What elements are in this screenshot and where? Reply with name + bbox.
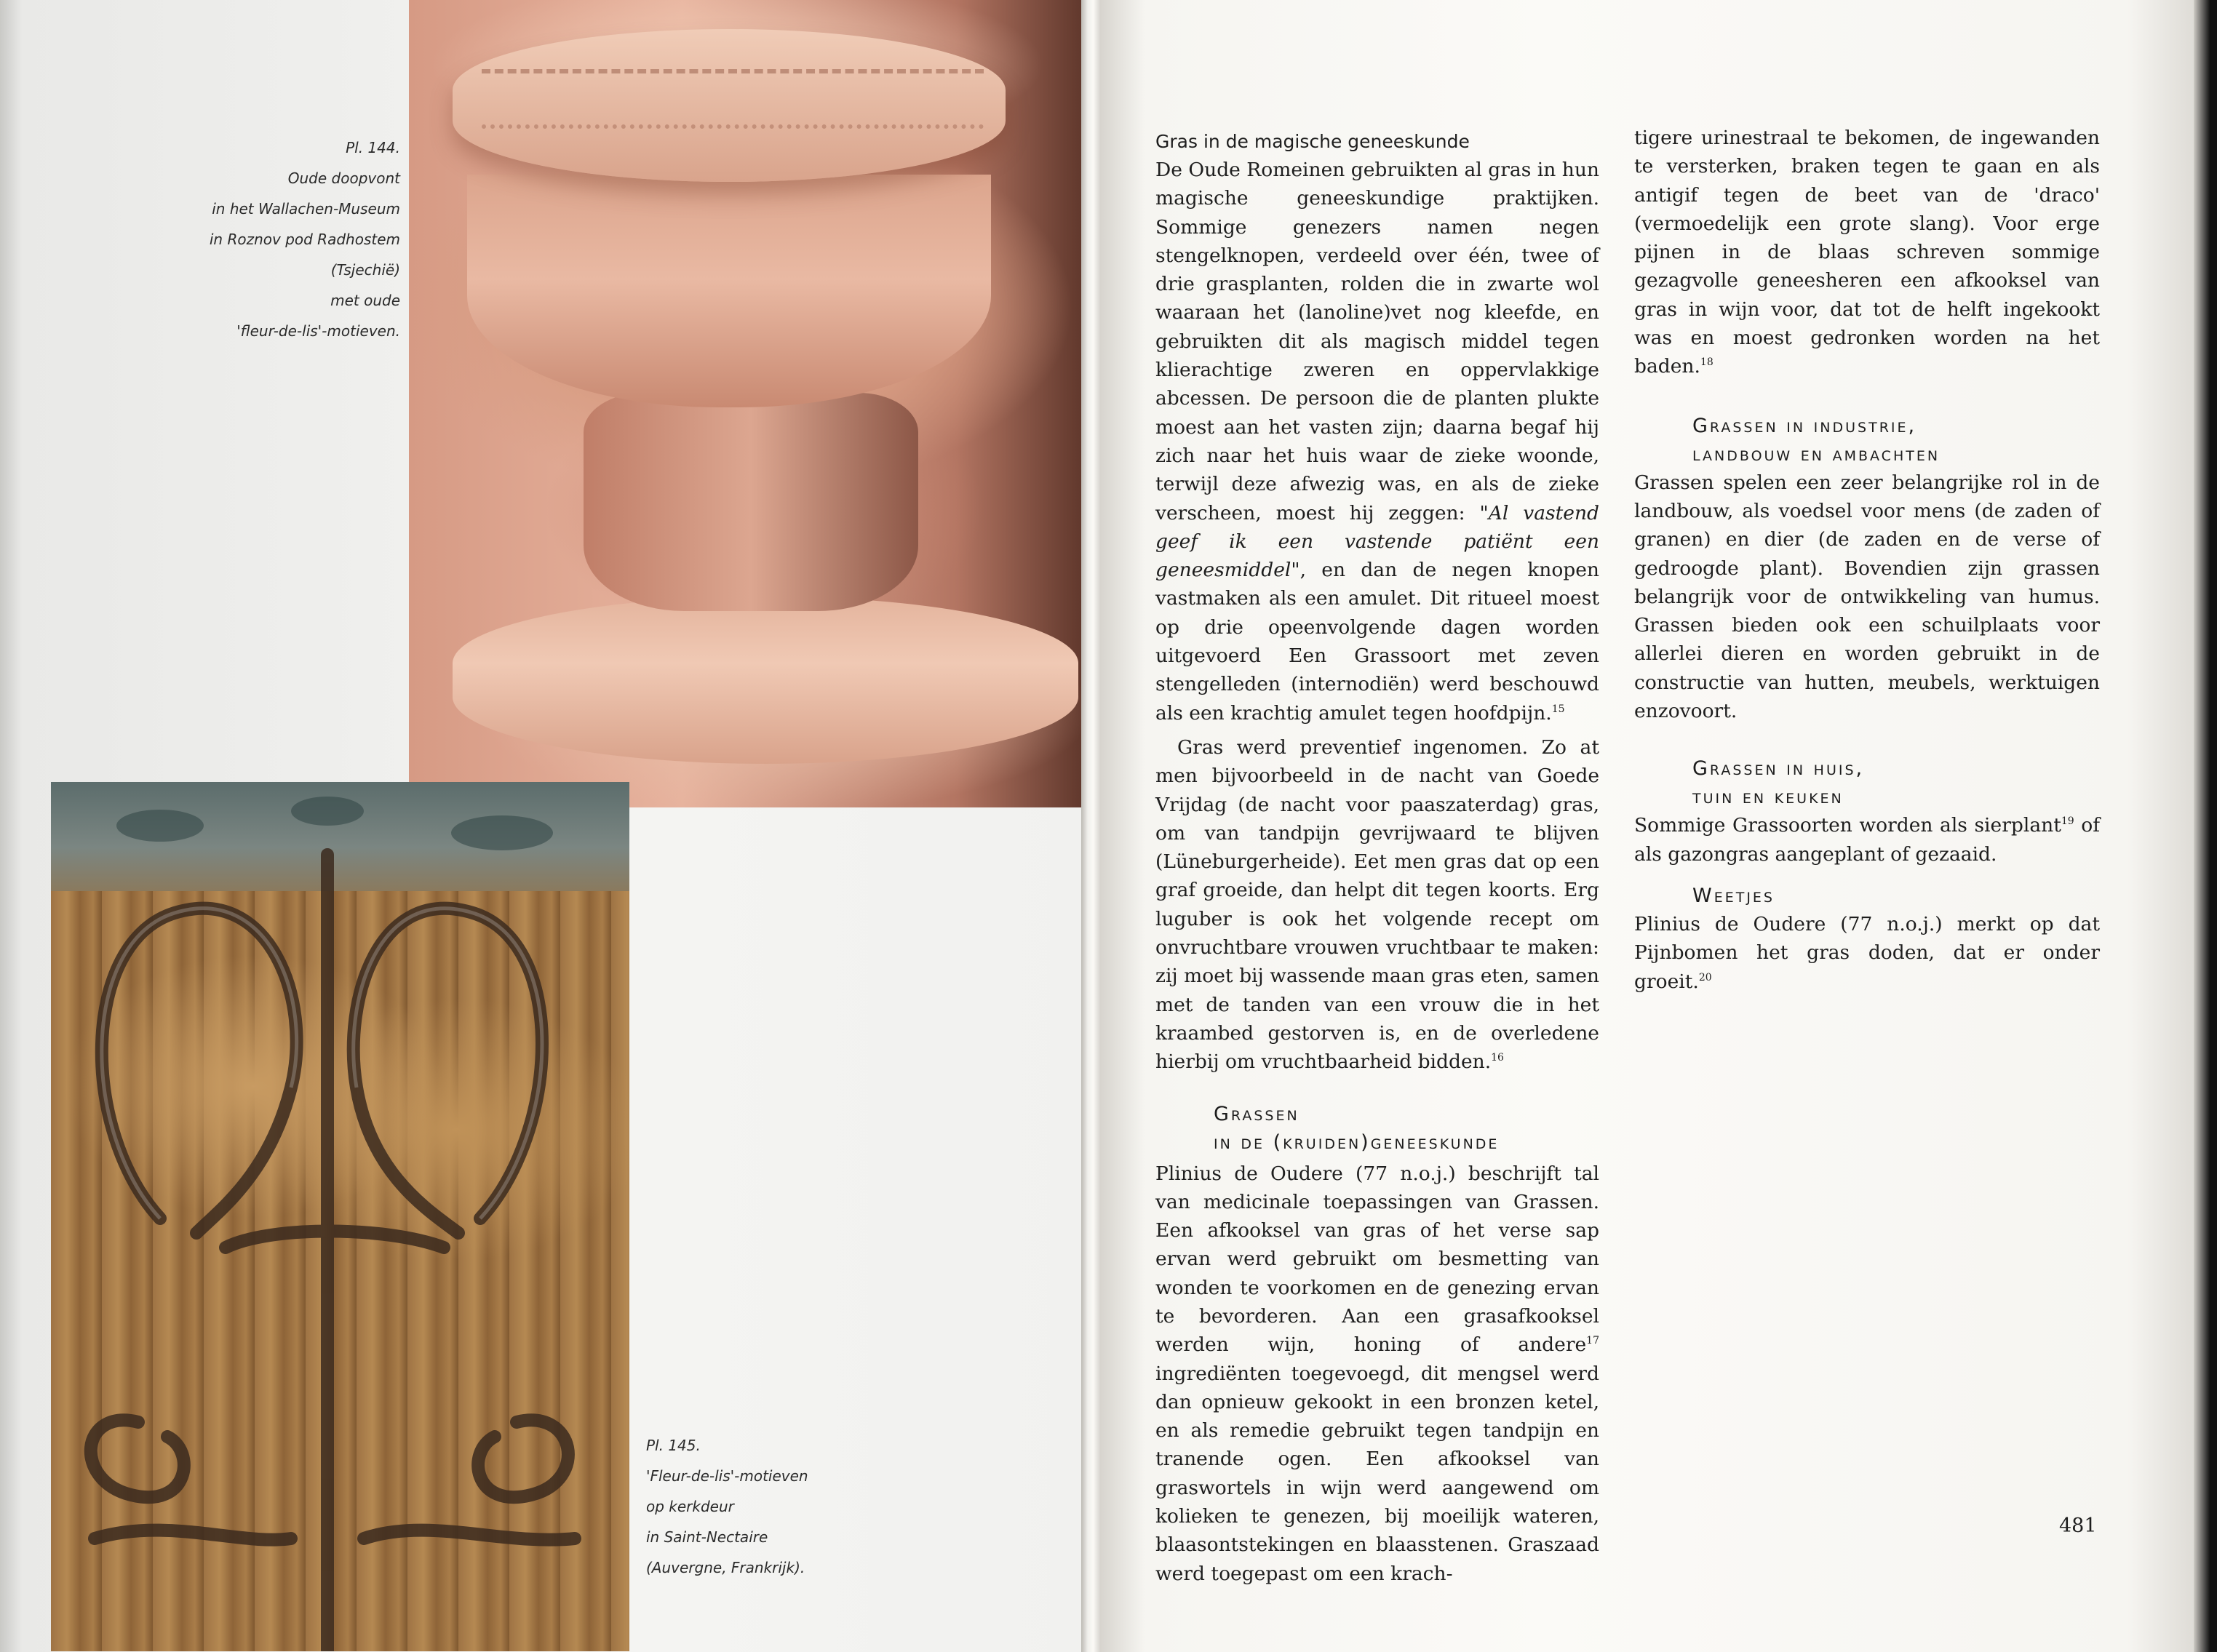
paragraph-herbal-medicine-part-a: Plinius de Oudere (77 n.o.j.) beschrijft tal van medicinale toepassingen van Grassen. Een afkooksel van gras of het verse sap ervan werd gebruikt om besmetting van wonden te voorkomen en de genezing ervan te bevorderen. Aan een grasafkooksel werden wijn, honing of andere: [1155, 1162, 1599, 1357]
paragraph-magic-1-part-a: De Oude Romeinen gebruikten al gras in hun magische geneeskundige praktijken. Sommige genezers namen negen stengelknopen, verdeeld over één, twee of drie grasplanten, rolden die in zwarte wol waaraan het (lanoline)vet nog kleefde, en gebruikten dit als magisch middel tegen klierachtige zweren en oppervlakkige abcessen. De persoon die de planten plukte moest aan het vasten zijn; daarna begaf hij zich naar het huis waar de zieke woonde, terwijl deze afwezig was, en als de zieke verscheen, moest hij zeggen:: [1155, 159, 1599, 524]
plate-145-line-2: op kerkdeur: [646, 1498, 734, 1515]
paragraph-continued-text: tigere urinestraal te bekomen, de ingewanden te versterken, braken tegen te gaan en als antigif tegen de beet van de 'draco' (vermoedelijk een grote slang). Voor erge pijnen in de blaas schreven sommige gezagvolle geneesheren een afkooksel van gras in wijn voor, dat tot de helft ingekookt was en moest gedronken worden na het baden.: [1634, 127, 2100, 378]
plate-144-line-5: met oude: [330, 292, 400, 309]
plate-145-line-3: in Saint-Nectaire: [646, 1528, 768, 1546]
paragraph-house: [1634, 811, 2100, 869]
footnote-18: 18: [1700, 356, 1714, 369]
paragraph-weetjes-text: Plinius de Oudere (77 n.o.j.) merkt op dat Pijnbomen het gras doden, dat er onder groeit.: [1634, 912, 2100, 993]
book-right-edge: [2194, 0, 2217, 1652]
bleed-through-text: [1609, 1011, 2061, 1040]
plate-145-line-4: (Auvergne, Frankrijk).: [646, 1559, 805, 1576]
heading-industry-line-1: Grassen in industrie,: [1692, 414, 1917, 437]
right-text-column: [1634, 124, 2100, 996]
footnote-19: 19: [2061, 815, 2074, 828]
footnote-20: 20: [1698, 971, 1712, 983]
plate-145-line-1: 'Fleur-de-lis'-motieven: [646, 1467, 808, 1485]
paragraph-magic-1: [1155, 156, 1599, 727]
heading-herbal-medicine-line-2: in de (kruiden)geneeskunde: [1214, 1130, 1500, 1154]
plate-144-line-2: in het Wallachen-Museum: [212, 200, 400, 218]
left-page: [0, 0, 1091, 1652]
baptismal-font-photo: [409, 0, 1091, 807]
font-stem-shape: [584, 393, 918, 611]
footnote-17: 17: [1586, 1335, 1599, 1347]
font-base-shape: [453, 596, 1078, 764]
plate-145-caption: [646, 1430, 864, 1583]
paragraph-weetjes: [1634, 910, 2100, 996]
heading-house-line-2: tuin en keuken: [1692, 786, 1844, 809]
paragraph-herbal-medicine-part-b: ingrediënten toegevoegd, dit mengsel werd dan opnieuw gekookt in een bronzen ketel, en als remedie gebruikt tegen tandpijn en tranende ogen. Een afkooksel van graswortels in wijn werd aangewend om kolieken te genezen, bij moeilijk wateren, blaasontstekingen en blaasstenen. Graszaad werd toegepast om een krach-: [1155, 1362, 1599, 1585]
page-number: 481: [2059, 1515, 2097, 1537]
heading-magic-medicine: Gras in de magische geneeskunde: [1155, 131, 1470, 152]
font-bowl-shape: [467, 175, 991, 407]
church-door-photo: [51, 782, 629, 1651]
plate-145-number: Pl. 145.: [646, 1437, 701, 1454]
paragraph-house-part-a: Sommige Grassoorten worden als sierplant: [1634, 814, 2061, 837]
footnote-15: 15: [1551, 703, 1565, 715]
font-carved-band: [482, 69, 984, 129]
plate-144-number: Pl. 144.: [346, 139, 400, 156]
middle-text-column: [1155, 131, 1599, 1588]
paragraph-industry: Grassen spelen een zeer belangrijke rol in de landbouw, als voedsel voor mens (de zaden of granen) en dier (de zaden en de verse of gedroogde plant). Bovendien zijn grassen belangrijk voor de ontwikkeling van humus. Grassen bieden ook een schuilplaats voor allerlei dieren en worden gebruikt in de constructie van hutten, meubels, werktuigen enzovoort.: [1634, 471, 2100, 723]
paragraph-magic-1-quote: "Al vastend geef ik een vastende patiënt een geneesmiddel": [1155, 501, 1599, 582]
plate-144-caption: [153, 132, 400, 346]
plate-144-line-6: 'fleur-de-lis'-motieven.: [236, 322, 400, 340]
paragraph-magic-2-text: Gras werd preventief ingenomen. Zo at men bijvoorbeeld in de nacht van Goede Vrijdag (de nacht voor paaszaterdag) gras, om van tandpijn gevrijwaard te blijven (Lüneburgerheide). Eet men gras dat op een graf groeide, dan helpt dit tegen koorts. Erg luguber is ook het volgende recept om onvruchtbare vrouwen vruchtbaar te maken: zij moet bij wassende maan gras eten, samen met de tanden van een vrouw die in het kraambed gestorven is, en de overledene hierbij om vruchtbaarheid bidden.: [1155, 735, 1599, 1074]
footnote-16: 16: [1491, 1052, 1504, 1064]
paragraph-herbal-medicine: [1155, 1160, 1599, 1588]
paragraph-continued: [1634, 124, 2100, 381]
heading-herbal-medicine-line-1: Grassen: [1214, 1102, 1299, 1125]
paragraph-magic-1-part-b: , en dan de negen knopen vastmaken als een amulet. Dit ritueel moest op drie opeenvolgende dagen worden uitgevoerd Een Grassoort met zeven stengelleden (internodiën) werd beschouwd als een krachtig amulet tegen hoofdpijn.: [1155, 559, 1599, 725]
paragraph-magic-2: [1155, 733, 1599, 1077]
plate-144-line-4: (Tsjechië): [330, 261, 400, 279]
plate-144-line-3: in Roznov pod Radhostem: [209, 231, 400, 248]
ironwork-fleur-de-lis-drawing: [51, 782, 629, 1651]
heading-house-line-1: Grassen in huis,: [1692, 757, 1865, 781]
heading-weetjes: Weetjes: [1692, 884, 1775, 907]
plate-144-line-1: Oude doopvont: [287, 169, 400, 187]
paragraph-house-part-b: of als gazongras aangeplant of gezaaid.: [1634, 814, 2101, 866]
heading-industry-line-2: landbouw en ambachten: [1692, 442, 1941, 466]
